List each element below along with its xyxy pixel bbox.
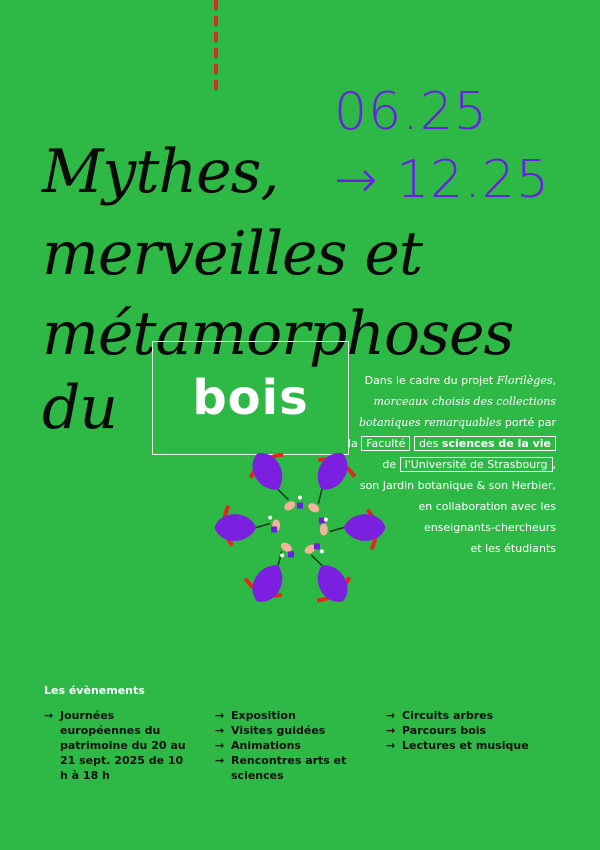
title-line-4: du — [42, 373, 118, 443]
leaf-petal — [294, 444, 361, 521]
title-line-1: Mythes, — [42, 137, 279, 207]
event-item — [215, 753, 385, 783]
florileges-text: Florilèges — [496, 374, 553, 387]
arrow-icon: → — [215, 709, 225, 722]
arrow-icon: → — [386, 739, 396, 752]
event-item — [215, 708, 385, 723]
leaf-petal — [214, 506, 280, 546]
arrow-icon: → — [215, 739, 225, 752]
start-date: 06.25 — [334, 82, 488, 142]
event-label: Circuits arbres — [402, 709, 494, 722]
arrow-icon: → — [215, 754, 225, 767]
events-column-1 — [44, 708, 194, 783]
leaf-rosette-illustration — [210, 440, 390, 615]
event-label: Animations — [231, 739, 301, 752]
arrow-icon: → — [44, 709, 54, 722]
title-line-2: merveilles et — [42, 219, 423, 289]
leaf-petal — [320, 510, 386, 550]
event-item — [215, 723, 385, 738]
event-item — [215, 738, 385, 753]
bois-word: bois — [192, 370, 309, 426]
arrow-icon: → — [386, 709, 396, 722]
bois-highlight-box — [152, 341, 349, 455]
title-line-3: métamorphoses — [42, 299, 514, 369]
event-label: Journées européennes du patrimoine du 20 au 21 sept. 2025 de 10 h à 18 h — [60, 709, 186, 782]
end-date: → 12.25 — [334, 150, 550, 210]
arrow-icon: → — [215, 724, 225, 737]
arrow-icon: → — [386, 724, 396, 737]
event-item — [44, 708, 194, 783]
project-description: Dans le cadre du projet Florilèges, morceaux choisis des collections botaniques remarquables porté par la Faculté des sciences de la vie de l'Université de Strasbourg , son Jardin botanique & son Herbier, en collaboration avec les enseignants-chercheurs et les étudiants — [347, 374, 556, 555]
event-label: Visites guidées — [231, 724, 326, 737]
event-item — [386, 738, 556, 753]
events-column-3 — [386, 708, 556, 753]
event-item — [386, 708, 556, 723]
event-item — [386, 723, 556, 738]
leaf-petal — [238, 534, 305, 611]
event-label: Exposition — [231, 709, 296, 722]
events-heading: Les évènements — [44, 684, 145, 697]
leaf-petal — [291, 536, 358, 613]
event-label: Parcours bois — [402, 724, 487, 737]
universite-label: l'Université de Strasbourg — [400, 457, 553, 472]
events-column-2 — [215, 708, 385, 783]
faculte-label: Faculté — [361, 436, 410, 451]
sciences-label: sciences de la vie — [441, 437, 551, 450]
event-label: Lectures et musique — [402, 739, 529, 752]
event-label: Rencontres arts et sciences — [231, 754, 347, 782]
red-dashed-line — [214, 0, 218, 96]
